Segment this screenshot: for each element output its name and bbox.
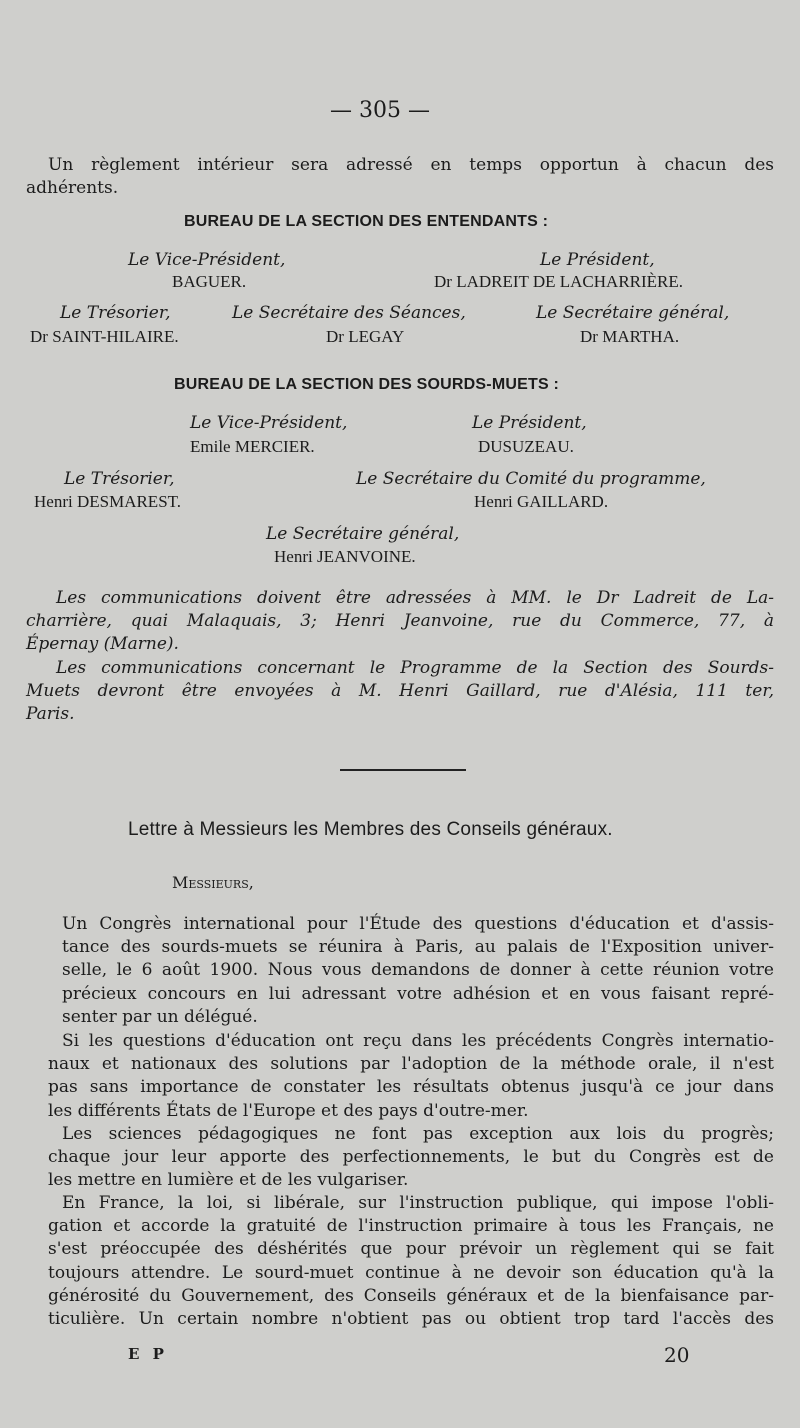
- signatory-title: Le Secrétaire général,: [536, 303, 730, 323]
- text-line: adhérents.: [26, 178, 119, 199]
- name-text: LADREIT DE LACHARRIÈRE.: [456, 272, 684, 291]
- text-line: les différents États de l'Europe et des pays d'outre-mer.: [48, 1100, 529, 1121]
- printer-signature: E P: [128, 1345, 168, 1363]
- signatory-name: Henri GAILLARD.: [474, 492, 609, 511]
- text-line: pas sans importance de constater les résultats obtenus jusqu'à ce jour dans: [48, 1077, 774, 1098]
- signatory-name: Henri DESMAREST.: [34, 492, 182, 511]
- signatory-title: Le Vice-Président,: [190, 413, 348, 433]
- signatory-title: Le Président,: [540, 250, 655, 270]
- name-text: LEGAY: [348, 327, 405, 346]
- signatory-title: Le Secrétaire du Comité du programme,: [356, 469, 706, 489]
- page-number: — 305 —: [330, 98, 430, 123]
- letter-title: Lettre à Messieurs les Membres des Conseils généraux.: [128, 819, 613, 840]
- title-prefix: Dr: [30, 327, 48, 346]
- text-line: précieux concours en lui adressant votre adhésion et en vous faisant repré-: [62, 983, 774, 1004]
- text-line: En France, la loi, si libérale, sur l'instruction publique, qui impose l'obli-: [62, 1193, 774, 1213]
- text-line: charrière, quai Malaquais, 3; Henri Jeanvoine, rue du Commerce, 77, à: [26, 611, 774, 632]
- section-divider: [340, 769, 466, 771]
- text-line: Si les questions d'éducation ont reçu dans les précédents Congrès internatio-: [62, 1031, 774, 1051]
- text-line: Un règlement intérieur sera adressé en temps opportun à chacun des: [48, 155, 774, 175]
- letter-paragraph: [26, 1123, 774, 1193]
- signatory-name: [580, 327, 679, 347]
- text-line: générosité du Gouvernement, des Conseils généraux et de la bienfaisance par-: [48, 1285, 774, 1306]
- text-line: s'est préoccupée des déshérités que pour prévoir un règlement qui se fait: [48, 1239, 774, 1260]
- text-line: Épernay (Marne).: [26, 634, 179, 655]
- signatory-title: Le Trésorier,: [60, 303, 171, 323]
- text-line: Muets devront être envoyées à M. Henri Gaillard, rue d'Alésia, 111 ter,: [26, 681, 774, 702]
- signatory-title: Le Président,: [472, 413, 587, 433]
- text-line: Un Congrès international pour l'Étude des questions d'éducation et d'assis-: [62, 914, 774, 934]
- signatory-name: DUSUZEAU.: [478, 437, 574, 456]
- title-prefix: Dr: [434, 272, 452, 291]
- signatory-name: [30, 327, 179, 347]
- signatory-title: Le Secrétaire général,: [266, 524, 460, 544]
- intro-paragraph: [26, 154, 774, 200]
- communications-paragraph: [26, 657, 774, 727]
- signatory-name: Henri JEANVOINE.: [274, 547, 416, 566]
- section-heading: BUREAU DE LA SECTION DES SOURDS-MUETS :: [174, 376, 560, 393]
- signatory-name: [326, 327, 404, 347]
- signatory-title: Le Secrétaire des Séances,: [232, 303, 466, 323]
- text-line: Les sciences pédagogiques ne font pas exception aux lois du progrès;: [62, 1124, 774, 1144]
- signatory-name: BAGUER.: [172, 272, 247, 291]
- sheet-number: 20: [664, 1343, 690, 1367]
- signatory-title: Le Vice-Président,: [128, 250, 286, 270]
- text-line: ticulière. Un certain nombre n'obtient pas ou obtient trop tard l'accès des: [48, 1309, 774, 1330]
- text-line: gation et accorde la gratuité de l'instruction primaire à tous les Français, ne: [48, 1216, 774, 1237]
- title-prefix: Dr: [580, 327, 598, 346]
- text-line: senter par un délégué.: [62, 1006, 258, 1027]
- signatory-name: [434, 272, 683, 292]
- communications-paragraph: [26, 587, 774, 657]
- text-line: chaque jour leur apporte des perfectionnements, le but du Congrès est de: [48, 1147, 774, 1168]
- letter-paragraph: [26, 913, 774, 1029]
- title-prefix: Dr: [326, 327, 344, 346]
- signatory-title: Le Trésorier,: [64, 469, 175, 489]
- letter-paragraph: [26, 1030, 774, 1123]
- text-line: les mettre en lumière et de les vulgariser.: [48, 1170, 409, 1191]
- text-line: Paris.: [26, 704, 75, 725]
- text-line: toujours attendre. Le sourd-muet continue à ne devoir son éducation qu'à la: [48, 1262, 774, 1283]
- text-line: tance des sourds-muets se réunira à Paris, au palais de l'Exposition univer-: [62, 937, 774, 958]
- text-line: selle, le 6 août 1900. Nous vous demandons de donner à cette réunion votre: [62, 960, 774, 981]
- text-line: Les communications doivent être adressées à MM. le Dr Ladreit de La-: [56, 588, 774, 608]
- name-text: MARTHA.: [602, 327, 680, 346]
- section-heading: BUREAU DE LA SECTION DES ENTENDANTS :: [184, 213, 549, 230]
- text-line: Les communications concernant le Programme de la Section des Sourds-: [56, 658, 774, 678]
- letter-salutation: Messieurs,: [172, 873, 254, 892]
- text-line: naux et nationaux des solutions par l'adoption de la méthode orale, il n'est: [48, 1054, 774, 1075]
- signatory-name: Emile MERCIER.: [190, 437, 315, 456]
- letter-paragraph: [26, 1192, 774, 1331]
- name-text: SAINT-HILAIRE.: [52, 327, 179, 346]
